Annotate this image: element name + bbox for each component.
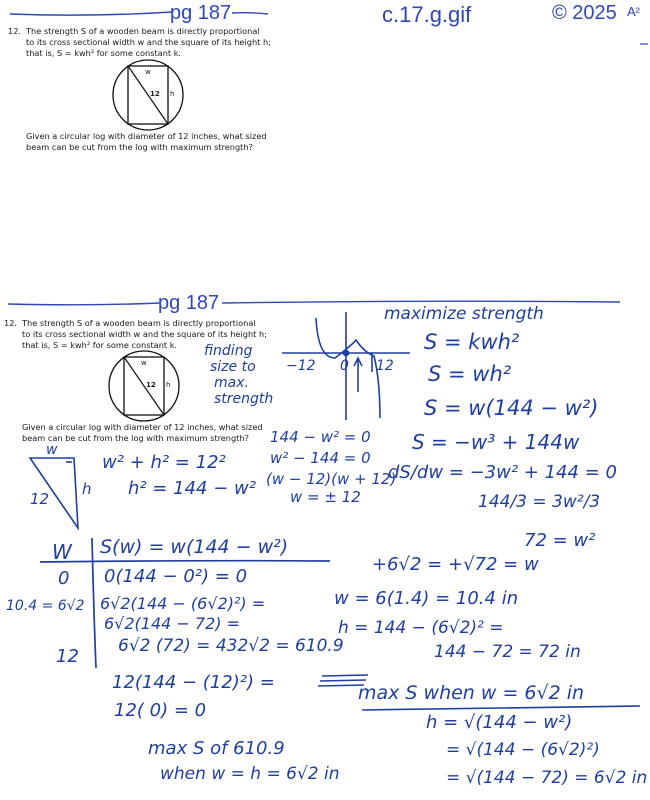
table-row2-s1: 12(144 − (12)²) =: [112, 672, 275, 693]
corner-mark: A²: [627, 4, 640, 19]
table-row0-w: 0: [58, 568, 70, 589]
eq-s-wh2: S = wh²: [428, 362, 512, 386]
statement-line-1: The strength S of a wooden beam is directly proportional: [26, 26, 260, 36]
eq-root-3: (w − 12)(w + 12): [266, 470, 397, 488]
table-row0-s: 0(144 − 0²) = 0: [104, 566, 248, 587]
note-finding-3: max.: [214, 375, 249, 391]
table-row2-w: 12: [56, 646, 79, 667]
question-line-2: beam can be cut from the log with maximum strength?: [26, 142, 253, 152]
h-final-1: h = √(144 − w²): [426, 712, 573, 733]
page-ref-bottom: pg 187: [158, 292, 220, 314]
triangle-label-h: h: [82, 480, 92, 498]
question-line-2: beam can be cut from the log with maximum strength?: [22, 433, 249, 443]
fig-top-d-label: 12: [150, 90, 160, 98]
statement-line-1: The strength S of a wooden beam is directly proportional: [22, 318, 256, 328]
eq-s-substituted: S = w(144 − w²): [424, 396, 599, 420]
max-of-line-1: max S of 610.9: [148, 738, 285, 759]
table-row1-s1: 6√2(144 − (6√2)²) =: [100, 594, 266, 613]
h-final-2: = √(144 − (6√2)²): [446, 740, 600, 760]
eq-pythagoras-1: w² + h² = 12²: [102, 452, 226, 473]
copyright-label: © 2025: [552, 2, 617, 24]
statement-line-2: to its cross sectional width w and the square of its height h;: [22, 329, 267, 339]
eq-derivative: dS/dw = −3w² + 144 = 0: [388, 462, 617, 483]
table-header-w: W: [52, 540, 72, 564]
fig-top-w-label: w: [145, 68, 151, 76]
note-maximize: maximize strength: [384, 304, 544, 324]
eq-72: 72 = w²: [524, 530, 596, 551]
fig-bottom-h-label: h: [166, 381, 171, 389]
eq-root-4: w = ± 12: [290, 488, 361, 506]
statement-line-3: that is, S = kwh² for some constant k.: [26, 48, 182, 58]
eq-h-calc-2: 144 − 72 = 72 in: [434, 642, 581, 662]
question-line-1: Given a circular log with diameter of 12 inches, what sized: [22, 422, 263, 432]
note-finding-2: size to: [210, 359, 256, 375]
page-ref-top: pg 187: [170, 2, 232, 24]
table-header-s: S(w) = w(144 − w²): [100, 536, 289, 558]
note-finding: [204, 343, 273, 407]
table-row1-s3: 6√2 (72) = 432√2 = 610.9: [118, 636, 344, 656]
max-of-line-2: when w = h = 6√2 in: [160, 764, 340, 784]
graph-label-12: 12: [376, 358, 394, 374]
file-name: c.17.g.gif: [382, 2, 472, 27]
note-finding-4: strength: [214, 391, 274, 407]
eq-s-expanded: S = −w³ + 144w: [412, 430, 580, 454]
eq-h-calc: h = 144 − (6√2)² =: [338, 618, 504, 638]
fig-bottom-w-label: w: [141, 359, 147, 367]
note-finding-1: finding: [204, 343, 253, 359]
triangle-label-12: 12: [30, 490, 50, 508]
question-line-1: Given a circular log with diameter of 12 inches, what sized: [26, 131, 267, 141]
triangle-label-w: w: [46, 442, 58, 458]
fig-top-h-label: h: [170, 90, 175, 98]
max-when-statement: max S when w = 6√2 in: [358, 682, 585, 704]
statement-line-2: to its cross sectional width w and the square of its height h;: [26, 37, 271, 47]
graph-label-0: 0: [340, 358, 349, 374]
eq-divide: 144/3 = 3w²/3: [478, 492, 601, 512]
eq-root-1: 144 − w² = 0: [270, 428, 371, 446]
eq-root: +6√2 = +√72 = w: [372, 554, 539, 575]
eq-w-approx: w = 6(1.4) = 10.4 in: [334, 588, 519, 609]
table-row2-s2: 12( 0) = 0: [114, 700, 207, 721]
eq-pythagoras-2: h² = 144 − w²: [128, 478, 256, 499]
eq-s-kwh2: S = kwh²: [424, 330, 520, 354]
fig-bottom-d-label: 12: [146, 381, 156, 389]
table-row1-s2: 6√2(144 − 72) =: [104, 614, 241, 633]
problem-number-top: 12.: [8, 26, 22, 36]
h-final-3: = √(144 − 72) = 6√2 in: [446, 768, 648, 788]
statement-line-3: that is, S = kwh² for some constant k.: [22, 340, 178, 350]
eq-root-2: w² − 144 = 0: [270, 449, 371, 467]
table-row1-w: 10.4 = 6√2: [6, 598, 85, 614]
graph-label-neg12: −12: [286, 358, 316, 374]
problem-number-bottom: 12.: [4, 318, 18, 328]
